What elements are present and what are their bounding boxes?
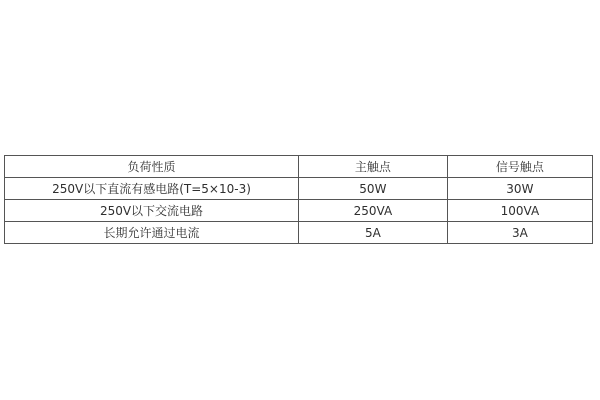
table-row [5,178,593,200]
cell-row3-main: 5A [299,222,448,244]
table-row [5,222,593,244]
cell-row2-load: 250V以下交流电路 [5,200,299,222]
table-header-row [5,156,593,178]
header-cell-load-nature: 负荷性质 [5,156,299,178]
header-cell-main-contact: 主触点 [299,156,448,178]
cell-row1-main: 50W [299,178,448,200]
cell-row1-signal: 30W [447,178,592,200]
cell-row1-load: 250V以下直流有感电路(T=5×10-3) [5,178,299,200]
cell-row3-signal: 3A [447,222,592,244]
cell-row2-main: 250VA [299,200,448,222]
load-spec-table [4,155,593,244]
table-row [5,200,593,222]
cell-row3-load: 长期允许通过电流 [5,222,299,244]
cell-row2-signal: 100VA [447,200,592,222]
header-cell-signal-contact: 信号触点 [447,156,592,178]
